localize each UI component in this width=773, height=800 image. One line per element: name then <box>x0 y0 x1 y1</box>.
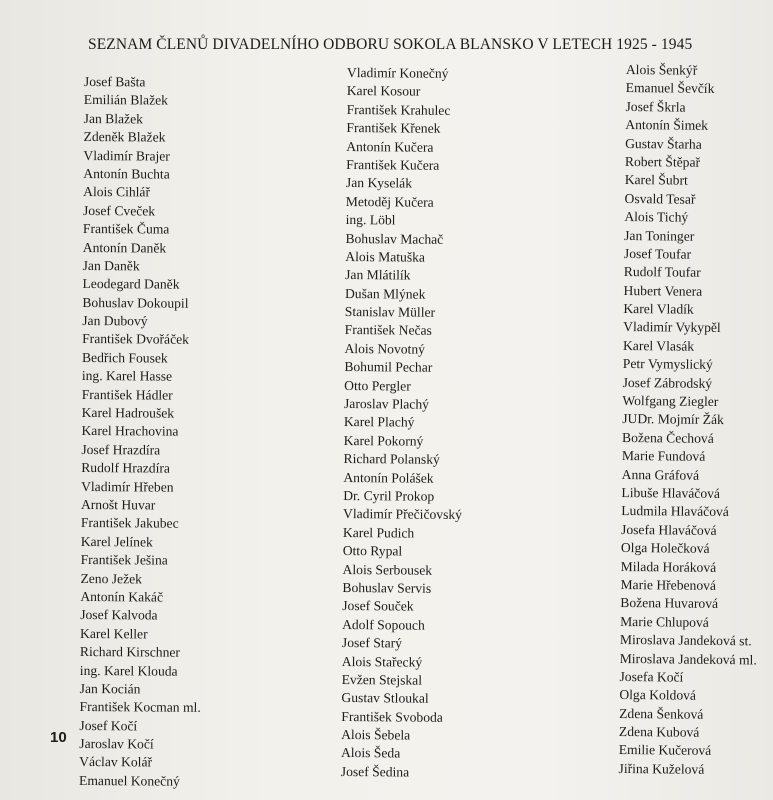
member-column-1 <box>79 73 205 791</box>
member-name: Bohuslav Machač <box>345 230 444 247</box>
member-name: Josef Škrla <box>625 98 686 115</box>
member-name: JUDr. Mojmír Žák <box>622 411 724 428</box>
member-name: ing. Karel Hasse <box>81 368 173 384</box>
member-name: Stanislav Müller <box>344 304 436 320</box>
member-name: František Hádler <box>81 386 173 403</box>
member-name: Miroslava Jandeková st. <box>619 632 752 649</box>
member-name: Emilie Kučerová <box>618 742 712 759</box>
member-name: Vladimír Přečičovský <box>343 506 463 523</box>
member-name: Richard Polanský <box>343 451 440 468</box>
member-name: Antonín Buchta <box>83 165 170 182</box>
member-name: Jan Toninger <box>624 227 695 244</box>
member-name: Robert Štěpař <box>624 153 701 170</box>
member-name: František Dvořáček <box>82 331 190 348</box>
member-name: Emanuel Konečný <box>79 772 180 789</box>
member-name: Anna Gráfová <box>621 466 700 483</box>
member-name: Jiřina Kuželová <box>618 760 705 777</box>
member-name: Alois Novotný <box>344 340 426 357</box>
member-name: Josef Souček <box>342 598 414 614</box>
page-number: 10 <box>50 729 67 746</box>
member-name: Josefa Kočí <box>619 668 684 685</box>
member-name: Josef Hrazdíra <box>81 441 161 458</box>
member-name: Antonín Daněk <box>82 239 167 256</box>
member-name: Karel Keller <box>80 625 148 642</box>
member-name: František Kocman ml. <box>79 699 201 716</box>
member-name: Alois Šenkýř <box>625 61 698 78</box>
member-name: Josef Kalvoda <box>80 607 158 623</box>
member-name: Josef Bašta <box>83 73 146 90</box>
member-name: Karel Šubrt <box>624 172 688 188</box>
member-name: ing. Löbl <box>345 212 396 228</box>
member-name: Antonín Polášek <box>343 469 434 486</box>
member-name: František Nečas <box>344 322 432 339</box>
member-name: Antonín Kakáč <box>80 588 164 605</box>
member-name: Otto Rypal <box>342 543 403 559</box>
member-name: František Svoboda <box>341 708 443 725</box>
member-column-2 <box>341 64 466 782</box>
member-name: Josefa Hlaváčová <box>621 521 717 538</box>
member-name: František Čuma <box>82 221 170 237</box>
member-name: Josef Toufar <box>623 245 692 262</box>
member-name: Ludmila Hlaváčová <box>621 503 729 520</box>
member-name: Alois Stařecký <box>341 653 423 670</box>
member-name: Jan Blažek <box>83 110 144 127</box>
member-name: Alois Šeda <box>340 745 401 761</box>
member-name: Arnošt Huvar <box>80 496 156 513</box>
member-name: Jan Daněk <box>82 257 140 274</box>
member-name: Rudolf Hrazdíra <box>81 460 171 476</box>
member-name: Marie Fundová <box>621 448 706 465</box>
member-name: František Křenek <box>346 120 441 136</box>
member-name: Dr. Cyril Prokop <box>343 487 435 504</box>
member-column-3 <box>618 61 763 780</box>
member-name: Jaroslav Plachý <box>343 396 430 412</box>
member-name: Vladimír Brajer <box>83 147 170 164</box>
member-name: ing. Karel Klouda <box>79 662 178 679</box>
member-name: Vladimír Vykypěl <box>623 319 721 336</box>
member-name: Olga Holečková <box>620 540 710 557</box>
page-title: SEZNAM ČLENŮ DIVADELNÍHO ODBORU SOKOLA BLANSKO V LETECH 1925 - 1945 <box>88 36 693 53</box>
member-name: Metoděj Kučera <box>345 193 434 210</box>
member-name: Karel Pudich <box>342 524 415 541</box>
member-name: Emanuel Ševčík <box>625 80 715 97</box>
member-name: Evžen Stejskal <box>341 671 423 688</box>
member-name: Gustav Štarha <box>625 135 702 152</box>
member-name: Karel Kosour <box>346 83 421 100</box>
member-name: Rudolf Toufar <box>623 264 701 281</box>
member-name: Alois Matuška <box>345 248 426 265</box>
member-name: Vladimír Konečný <box>346 64 449 81</box>
member-name: Bohuslav Servis <box>342 579 432 596</box>
member-name: Adolf Sopouch <box>342 616 425 633</box>
member-name: Bedřich Fousek <box>81 349 168 366</box>
member-name: Alois Cihlář <box>83 184 151 200</box>
member-name: Karel Hadroušek <box>81 405 175 421</box>
member-name: Josef Cveček <box>82 202 156 219</box>
member-name: Karel Pokorný <box>343 432 424 449</box>
member-name: Alois Šebela <box>341 727 411 743</box>
member-name: Dušan Mlýnek <box>344 285 426 302</box>
member-name: Otto Pergler <box>344 377 411 394</box>
member-name: Wolfgang Ziegler <box>622 393 719 410</box>
member-name: Gustav Stloukal <box>341 690 429 707</box>
member-name: Antonín Šimek <box>625 117 709 134</box>
member-name: Zdeněk Blažek <box>83 129 166 145</box>
member-name: Petr Vymyslický <box>622 356 713 373</box>
member-name: Marie Chlupová <box>620 613 709 630</box>
member-name: Josef Zábrodský <box>622 374 713 391</box>
member-name: Alois Tichý <box>624 209 689 225</box>
member-name: Josef Starý <box>341 635 403 651</box>
member-name: Zdena Kubová <box>618 724 700 740</box>
member-name: Miroslava Jandeková ml. <box>619 650 757 667</box>
member-name: Alois Serbousek <box>342 561 433 578</box>
member-name: Marie Hřebenová <box>620 576 717 593</box>
member-name: Bohuslav Dokoupil <box>82 294 189 311</box>
member-name: Osvald Tesař <box>624 190 696 207</box>
member-name: Jan Mlátilík <box>345 267 411 283</box>
member-name: Karel Plachý <box>343 414 415 431</box>
member-name: Zdena Šenková <box>619 705 704 722</box>
member-name: Antonín Kučera <box>346 138 434 155</box>
member-name: Karel Jelínek <box>80 533 153 550</box>
member-name: Božena Čechová <box>621 429 714 446</box>
member-name: Jaroslav Kočí <box>79 736 154 752</box>
member-name: Karel Vladík <box>623 301 694 317</box>
member-name: Bohumil Pechar <box>344 359 433 376</box>
member-name: Božena Huvarová <box>620 595 719 612</box>
member-name: Jan Kocián <box>79 680 141 697</box>
member-name: Richard Kirschner <box>79 644 181 660</box>
member-name: František Krahulec <box>346 101 451 118</box>
member-name: Milada Horáková <box>620 558 717 575</box>
member-name: Leodegard Daněk <box>82 276 180 292</box>
member-name: František Jakubec <box>80 515 179 532</box>
member-name: František Kučera <box>346 156 440 173</box>
member-name: Zeno Ježek <box>80 570 143 586</box>
member-name: Karel Hrachovina <box>81 423 179 440</box>
member-name: Jan Dubový <box>82 313 148 329</box>
member-name: Libuše Hlaváčová <box>621 484 721 501</box>
member-name: Josef Kočí <box>79 717 138 734</box>
member-name: Josef Šedina <box>340 763 410 780</box>
member-name: Vladimír Hřeben <box>81 478 174 495</box>
member-name: Emilián Blažek <box>83 92 169 108</box>
member-name: Jan Kyselák <box>345 175 413 191</box>
member-name: Karel Vlasák <box>622 337 695 354</box>
member-name: Hubert Venera <box>623 282 703 299</box>
member-name: Olga Koldová <box>619 687 697 704</box>
member-name: František Ješina <box>80 552 168 568</box>
member-name: Václav Kolář <box>79 754 153 770</box>
